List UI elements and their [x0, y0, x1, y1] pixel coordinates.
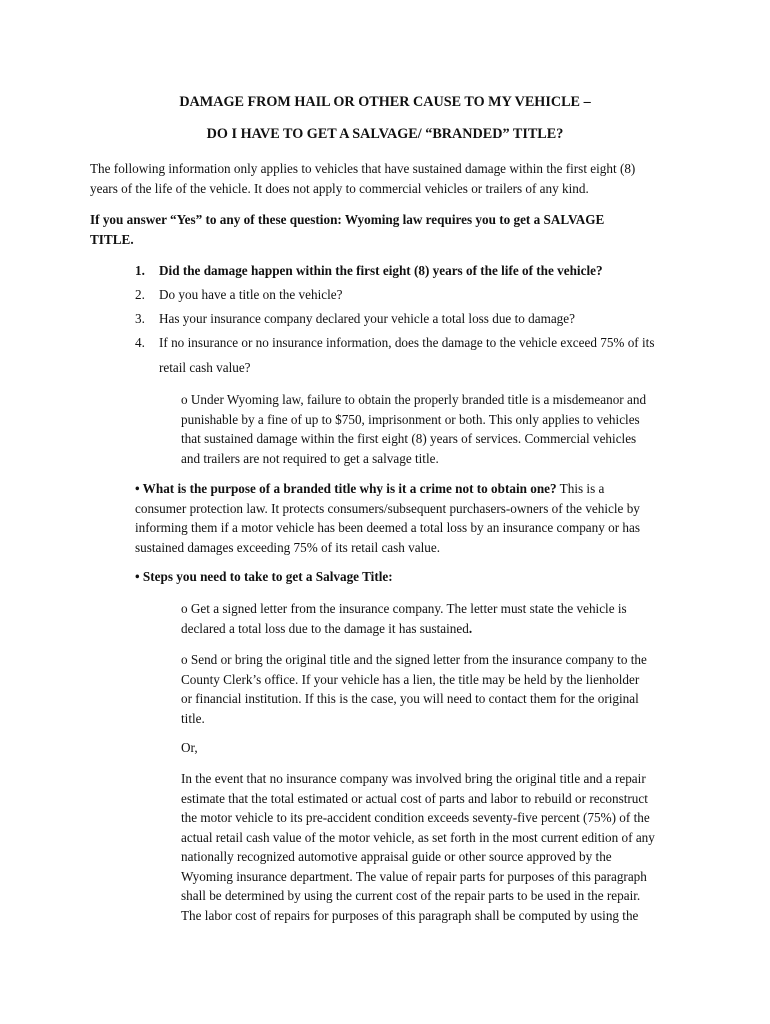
title-line-1: DAMAGE FROM HAIL OR OTHER CAUSE TO MY VEHICLE – [179, 94, 591, 110]
law-note [181, 390, 646, 468]
intro-paragraph [90, 159, 635, 198]
question-text: Do you have a title on the vehicle? [159, 287, 343, 302]
purpose-paragraph [135, 479, 640, 557]
question-text: retail cash value? [159, 360, 251, 375]
steps-heading: • Steps you need to take to get a Salvage Title: [135, 569, 393, 584]
step-line: County Clerk’s office. If your vehicle has a lien, the title may be held by the lienholder [181, 671, 640, 687]
event-line: The labor cost of repairs for purposes of this paragraph shall be computed by using the [181, 907, 639, 923]
law-line: that sustained damage within the first eight (8) years of services. Commercial vehicles [181, 431, 637, 446]
question-text: Has your insurance company declared your vehicle a total loss due to damage? [159, 311, 575, 326]
purpose-line: consumer protection law. It protects consumers/subsequent purchasers-owners of the vehicle by [135, 500, 640, 516]
question-number: 3. [135, 311, 145, 326]
step-line [181, 619, 627, 639]
law-line: o Under Wyoming law, failure to obtain the properly branded title is a misdemeanor and [181, 392, 647, 407]
question-list [135, 261, 695, 381]
intro-line: years of the life of the vehicle. It does not apply to commercial vehicles or trailers of any kind. [90, 180, 589, 196]
purpose-line: informing them if a motor vehicle has been deemed a total loss by an insurance company or has [135, 520, 641, 535]
answer-paragraph [90, 210, 604, 249]
step-line: title. [181, 710, 205, 726]
event-line: shall be determined by using the current cost of the repair parts to be used in the repair. [181, 888, 641, 903]
event-line: the motor vehicle to its pre-accident condition exceeds seventy-five percent (75%) of the [181, 810, 650, 825]
event-line: Wyoming insurance department. The value of repair parts for purposes of this paragraph [181, 868, 647, 884]
purpose-line [135, 479, 640, 499]
event-line: estimate that the total estimated or actual cost of parts and labor to rebuild or reconstruct [181, 790, 648, 806]
step-line: or financial institution. If this is the case, you will need to contact them for the original [181, 691, 639, 706]
step-period: . [468, 620, 473, 636]
question-number: 1. [135, 263, 145, 278]
purpose-lead: This is a [556, 481, 605, 496]
step-1 [181, 599, 627, 638]
answer-line: If you answer “Yes” to any of these question: Wyoming law requires you to get a SALVAGE [90, 212, 605, 227]
purpose-line: sustained damages exceeding 75% of its retail cash value. [135, 539, 441, 555]
purpose-question: • What is the purpose of a branded title why is it a crime not to obtain one? [135, 481, 557, 496]
question-text: Did the damage happen within the first eight (8) years of the life of the vehicle? [159, 263, 603, 278]
question-item [135, 333, 695, 381]
question-item [135, 285, 695, 305]
step-line: o Send or bring the original title and the signed letter from the insurance company to the [181, 652, 647, 667]
answer-line: TITLE. [90, 231, 134, 247]
step-text: declared a total loss due to the damage it has sustained [181, 620, 469, 636]
or-separator: Or, [181, 740, 198, 755]
event-line: nationally recognized automotive appraisal guide or other source approved by the [181, 849, 612, 864]
event-paragraph [181, 769, 655, 925]
law-line: punishable by a fine of up to $750, imprisonment or both. This only applies to vehicles [181, 411, 640, 427]
question-item [135, 261, 695, 281]
question-number: 2. [135, 287, 145, 302]
step-line: o Get a signed letter from the insurance company. The letter must state the vehicle is [181, 601, 627, 616]
question-number: 4. [135, 335, 145, 350]
intro-line: The following information only applies to vehicles that have sustained damage within the first eight (8) [90, 161, 636, 176]
question-item [135, 309, 695, 329]
law-line: and trailers are not required to get a salvage title. [181, 450, 439, 466]
event-line: In the event that no insurance company was involved bring the original title and a repair [181, 771, 646, 786]
event-line: actual retail cash value of the motor vehicle, as set forth in the most current edition of any [181, 829, 655, 845]
step-2 [181, 650, 647, 728]
title-line-2: DO I HAVE TO GET A SALVAGE/ “BRANDED” TITLE? [206, 126, 564, 142]
question-text: If no insurance or no insurance information, does the damage to the vehicle exceed 75% of its [159, 335, 655, 350]
